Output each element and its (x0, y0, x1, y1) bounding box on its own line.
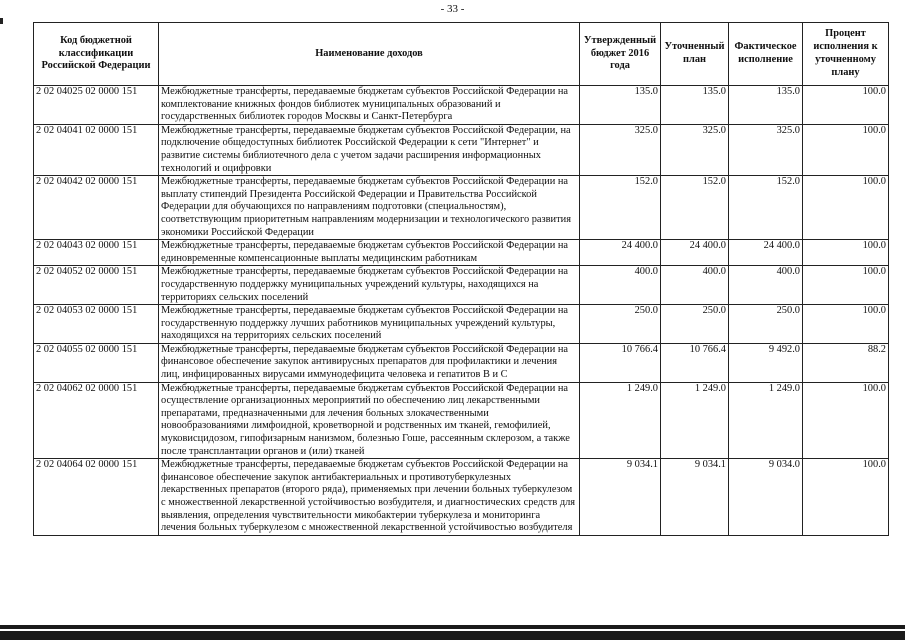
cell-name: Межбюджетные трансферты, передаваемые бюджетам субъектов Российской Федерации, на подключение общедоступных библиотек Российской Федерации к сети "Интернет" и развитие системы библиотечного дела с учетом задачи расширения информационных технологий и оцифровки (159, 124, 580, 175)
cell-refined: 325.0 (661, 124, 729, 175)
cell-refined: 400.0 (661, 266, 729, 305)
cell-name: Межбюджетные трансферты, передаваемые бюджетам субъектов Российской Федерации на финансовое обеспечение закупок антибактериальных и противотуберкулезных лекарственных препаратов (второго ряда), применяемых при лечении больных туберкулезом с множественной лекарственной устойчивостью возбудителя, и диагностических средств для выявления, определения чувствительности микобактерии туберкулеза и мониторинга лечения больных туберкулезом с множественной лекарственной устойчивостью возбудителя (159, 459, 580, 536)
cell-name: Межбюджетные трансферты, передаваемые бюджетам субъектов Российской Федерации на выплату стипендий Президента Российской Федерации и Правительства Российской Федерации для обучающихся по направлениям подготовки (специальностям), соответствующим приоритетным направлениям модернизации и технологического развития экономики Российской Федерации (159, 176, 580, 240)
cell-approved: 9 034.1 (580, 459, 661, 536)
cell-percent: 100.0 (803, 86, 889, 125)
cell-name: Межбюджетные трансферты, передаваемые бюджетам субъектов Российской Федерации на финансовое обеспечение закупок антивирусных препаратов для профилактики и лечения лиц, инфицированных вирусами иммунодефицита человека и гепатитов В и С (159, 343, 580, 382)
cell-percent: 100.0 (803, 459, 889, 536)
cell-approved: 325.0 (580, 124, 661, 175)
cell-refined: 10 766.4 (661, 343, 729, 382)
cell-approved: 1 249.0 (580, 382, 661, 459)
cell-actual: 250.0 (729, 305, 803, 344)
cell-percent: 100.0 (803, 176, 889, 240)
cell-percent: 100.0 (803, 124, 889, 175)
header-name: Наименование доходов (159, 23, 580, 86)
cell-refined: 250.0 (661, 305, 729, 344)
cell-actual: 9 492.0 (729, 343, 803, 382)
cell-percent: 88.2 (803, 343, 889, 382)
table-row (34, 176, 889, 240)
cell-name: Межбюджетные трансферты, передаваемые бюджетам субъектов Российской Федерации на комплектование книжных фондов библиотек муниципальных образований и государственных библиотек городов Москвы и Санкт-Петербурга (159, 86, 580, 125)
header-code: Код бюджетной классификации Российской Федерации (34, 23, 159, 86)
cell-approved: 400.0 (580, 266, 661, 305)
cell-refined: 9 034.1 (661, 459, 729, 536)
table-row (34, 86, 889, 125)
cell-refined: 24 400.0 (661, 240, 729, 266)
table-header-row (34, 23, 889, 86)
table-row (34, 266, 889, 305)
cell-refined: 135.0 (661, 86, 729, 125)
cell-code: 2 02 04053 02 0000 151 (34, 305, 159, 344)
table-row (34, 305, 889, 344)
cell-actual: 24 400.0 (729, 240, 803, 266)
cell-code: 2 02 04055 02 0000 151 (34, 343, 159, 382)
revenue-table (33, 22, 889, 536)
cell-approved: 135.0 (580, 86, 661, 125)
cell-actual: 9 034.0 (729, 459, 803, 536)
cell-refined: 1 249.0 (661, 382, 729, 459)
page-number: - 33 - (440, 3, 465, 15)
cell-actual: 400.0 (729, 266, 803, 305)
cell-code: 2 02 04064 02 0000 151 (34, 459, 159, 536)
cell-approved: 250.0 (580, 305, 661, 344)
cell-actual: 152.0 (729, 176, 803, 240)
cell-name: Межбюджетные трансферты, передаваемые бюджетам субъектов Российской Федерации на осуществление организационных мероприятий по обеспечению лиц лекарственными препаратами, предназначенными для лечения больных злокачественными новообразованиями лимфоидной, кроветворной и родственных им тканей, гемофилией, муковисцидозом, гипофизарным нанизмом, болезнью Гоше, рассеянным склерозом, а также после трансплантации органов и (или) тканей (159, 382, 580, 459)
cell-code: 2 02 04042 02 0000 151 (34, 176, 159, 240)
cell-actual: 325.0 (729, 124, 803, 175)
cell-code: 2 02 04062 02 0000 151 (34, 382, 159, 459)
cell-code: 2 02 04041 02 0000 151 (34, 124, 159, 175)
cell-approved: 24 400.0 (580, 240, 661, 266)
cell-name: Межбюджетные трансферты, передаваемые бюджетам субъектов Российской Федерации на государственную поддержку муниципальных учреждений культуры, находящихся на территориях сельских поселений (159, 266, 580, 305)
cell-percent: 100.0 (803, 266, 889, 305)
cell-code: 2 02 04025 02 0000 151 (34, 86, 159, 125)
header-percent: Процент исполнения к уточненному плану (803, 23, 889, 86)
cell-percent: 100.0 (803, 382, 889, 459)
cell-refined: 152.0 (661, 176, 729, 240)
header-actual: Фактическое исполнение (729, 23, 803, 86)
table-row (34, 124, 889, 175)
table-row (34, 240, 889, 266)
table-row (34, 382, 889, 459)
cell-actual: 135.0 (729, 86, 803, 125)
cell-code: 2 02 04043 02 0000 151 (34, 240, 159, 266)
header-approved: Утвержденный бюджет 2016 года (580, 23, 661, 86)
cell-percent: 100.0 (803, 240, 889, 266)
cell-actual: 1 249.0 (729, 382, 803, 459)
table-row (34, 343, 889, 382)
cell-approved: 152.0 (580, 176, 661, 240)
cell-code: 2 02 04052 02 0000 151 (34, 266, 159, 305)
cell-approved: 10 766.4 (580, 343, 661, 382)
table-row (34, 459, 889, 536)
cell-name: Межбюджетные трансферты, передаваемые бюджетам субъектов Российской Федерации на единовременные компенсационные выплаты медицинским работникам (159, 240, 580, 266)
scan-mark (0, 18, 3, 24)
header-refined: Уточненный план (661, 23, 729, 86)
cell-percent: 100.0 (803, 305, 889, 344)
scan-border-bottom (0, 624, 905, 640)
cell-name: Межбюджетные трансферты, передаваемые бюджетам субъектов Российской Федерации на государственную поддержку лучших работников муниципальных учреждений культуры, находящихся на территориях сельских поселений (159, 305, 580, 344)
